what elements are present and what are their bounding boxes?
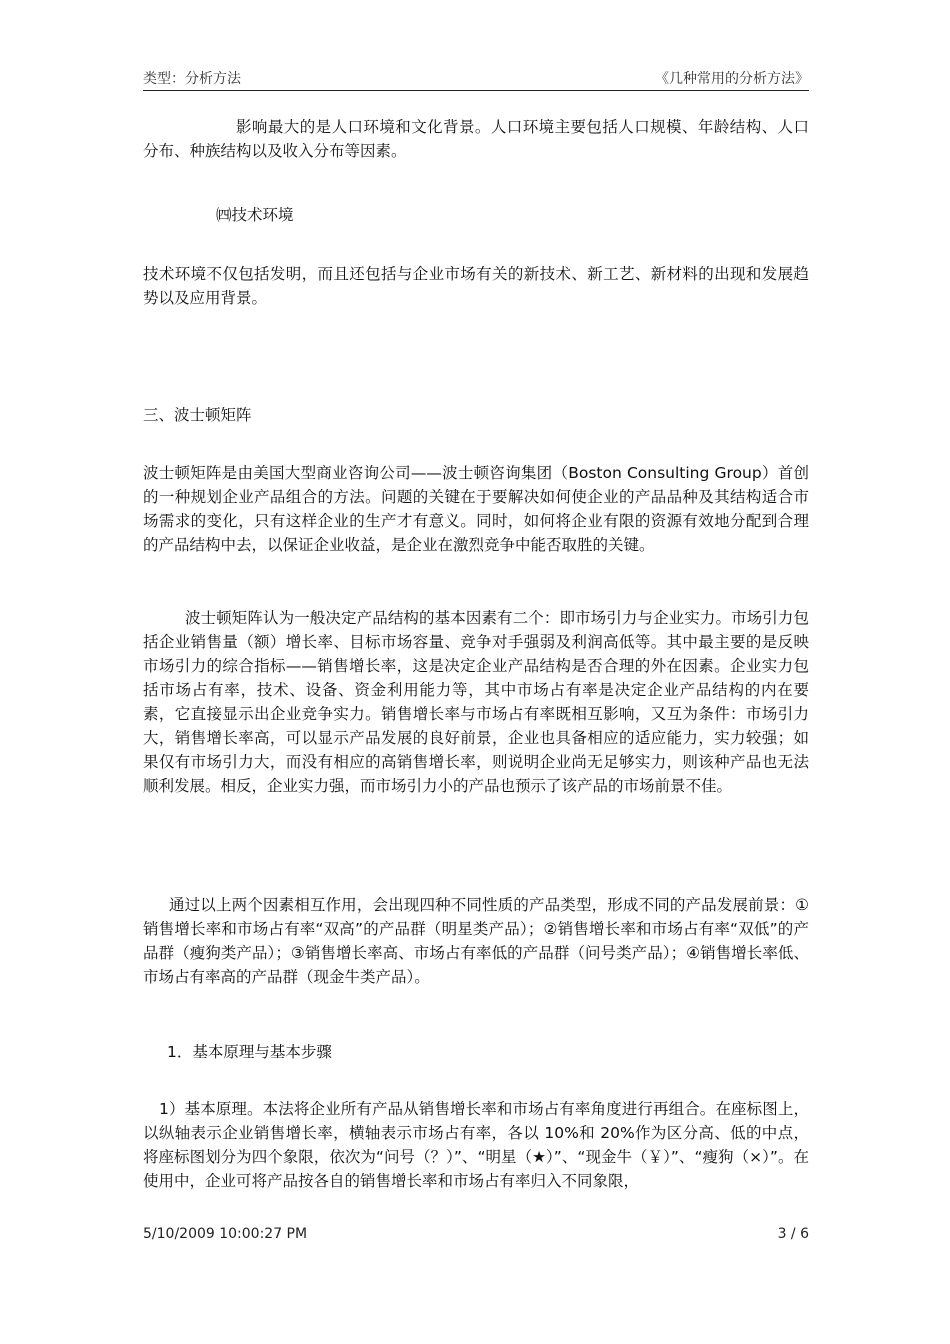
paragraph-population-environment: 影响最大的是人口环境和文化背景。人口环境主要包括人口规模、年龄结构、人口分布、种族结构以及收入分布等因素。 (143, 118, 809, 160)
section-heading-boston-matrix: 三、波士顿矩阵 (143, 406, 252, 424)
page-header (143, 66, 809, 91)
paragraph-basic-principle: 1）基本原理。本法将企业所有产品从销售增长率和市场占有率角度进行再组合。在座标图上，以纵轴表示企业销售增长率，横轴表示市场占有率，各以 10%和 20%作为区分高、低的中点，将座标图划分为四个象限，依次为“问号（？）”、“明星（★）”、“现金牛（￥）”、“瘦狗（×）”。在使用中，企业可将产品按各自的销售增长率和市场占有率归入不同象限， (143, 1100, 809, 1190)
subheading-technology-environment: ㈣技术环境 (216, 206, 294, 224)
paragraph-boston-matrix-factors: 波士顿矩阵认为一般决定产品结构的基本因素有二个：即市场引力与企业实力。市场引力包括企业销售量（额）增长率、目标市场容量、竞争对手强弱及利润高低等。其中最主要的是反映市场引力的综合指标——销售增长率，这是决定企业产品结构是否合理的外在因素。企业实力包括市场占有率，技术、设备、资金利用能力等，其中市场占有率是决定企业产品结构的内在要素，它直接显示出企业竞争实力。销售增长率与市场占有率既相互影响，又互为条件：市场引力大，销售增长率高，可以显示产品发展的良好前景，企业也具备相应的适应能力，实力较强；如果仅有市场引力大，而没有相应的高销售增长率，则说明企业尚无足够实力，则该种产品也无法顺利发展。相反，企业实力强，而市场引力小的产品也预示了该产品的市场前景不佳。 (143, 609, 809, 795)
subheading-basic-principles: 1．基本原理与基本步骤 (167, 1043, 332, 1061)
paragraph-technology-environment: 技术环境不仅包括发明，而且还包括与企业市场有关的新技术、新工艺、新材料的出现和发展趋势以及应用背景。 (143, 265, 809, 307)
page-footer (143, 1226, 809, 1248)
header-category: 类型：分析方法 (143, 71, 241, 87)
footer-page-number: 3 / 6 (777, 1226, 809, 1242)
footer-timestamp: 5/10/2009 10:00:27 PM (143, 1226, 308, 1242)
paragraph-boston-matrix-intro: 波士顿矩阵是由美国大型商业咨询公司——波士顿咨询集团（Boston Consulting Group）首创的一种规划企业产品组合的方法。问题的关键在于要解决如何使企业的产品品种及其结构适合市场需求的变化，只有这样企业的生产才有意义。同时，如何将企业有限的资源有效地分配到合理的产品结构中去，以保证企业收益，是企业在激烈竞争中能否取胜的关键。 (143, 464, 809, 554)
header-document-title: 《几种常用的分析方法》 (655, 71, 809, 87)
paragraph-product-types: 通过以上两个因素相互作用，会出现四种不同性质的产品类型，形成不同的产品发展前景：①销售增长率和市场占有率“双高”的产品群（明星类产品）；②销售增长率和市场占有率“双低”的产品群（瘦狗类产品）；③销售增长率高、市场占有率低的产品群（问号类产品）；④销售增长率低、市场占有率高的产品群（现金牛类产品）。 (143, 896, 809, 986)
